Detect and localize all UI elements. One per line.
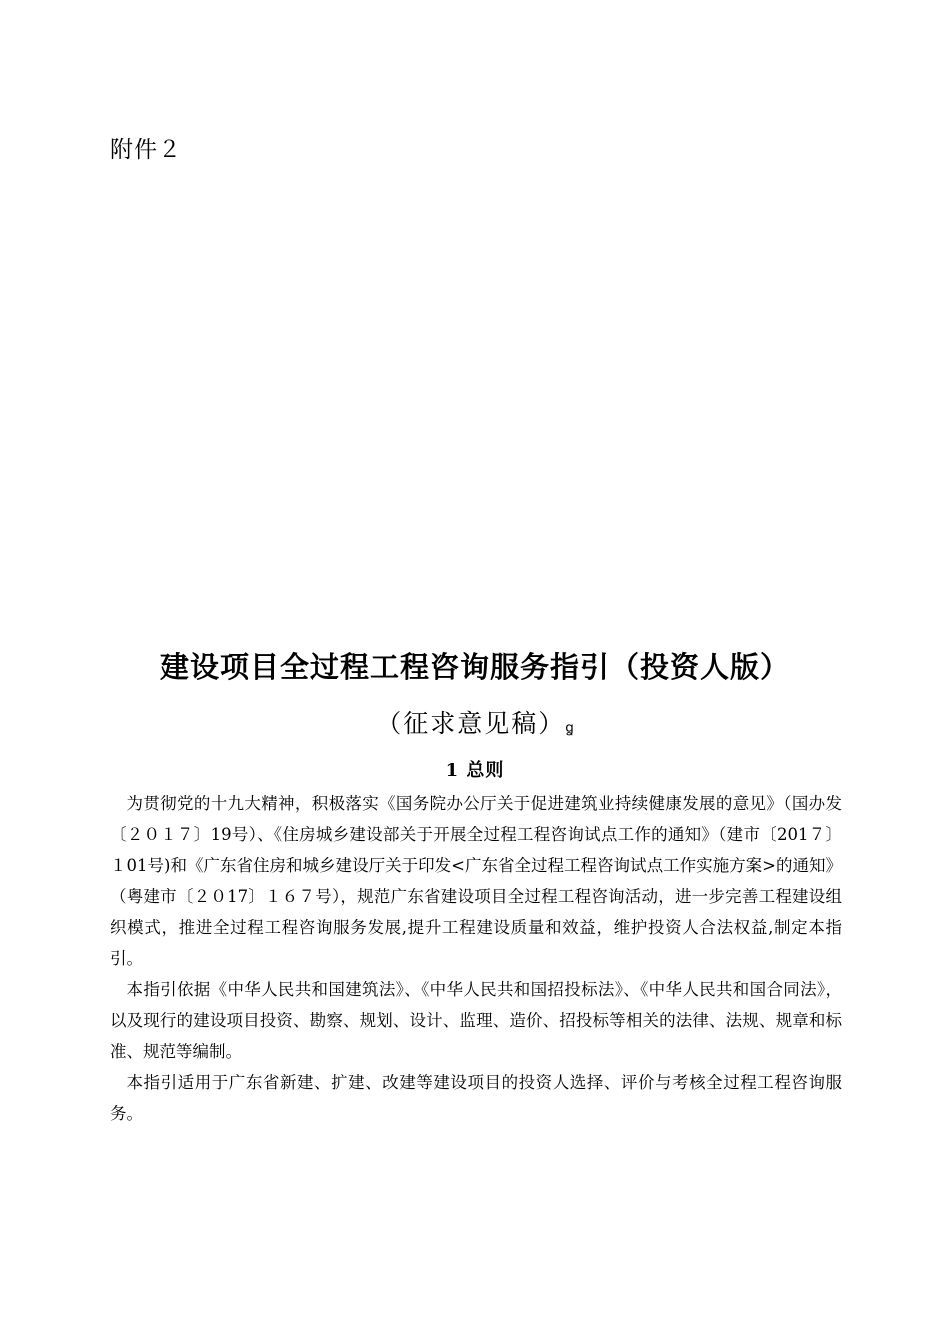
document-subtitle: （征求意见稿） [376, 709, 566, 738]
paragraph-mark: ꬶ [565, 720, 574, 736]
body-text [110, 788, 842, 1129]
paragraph-scope: 本指引适用于广东省新建、扩建、改建等建设项目的投资人选择、评价与考核全过程工程咨询服务。 [110, 1073, 842, 1123]
paragraph-purpose: 为贯彻党的十九大精神，积极落实《国务院办公厅关于促进建筑业持续健康发展的意见》（国办发〔２０１７〕19号）、《住房城乡建设部关于开展全过程工程咨询试点工作的通知》（建市〔201７〕１01号)和《广东省住房和城乡建设厅关于印发<广东省全过程工程咨询试点工作实施方案>的通知》（粤建市〔２０17〕１６７号），规范广东省建设项目全过程工程咨询活动，进一步完善工程建设组织模式，推进全过程工程咨询服务发展,提升工程建设质量和效益，维护投资人合法权益,制定本指引。 [110, 794, 842, 968]
document-subtitle-line [0, 703, 950, 749]
attachment-label: 附件２ [110, 137, 182, 163]
section-heading: 1 总则 [445, 760, 505, 781]
paragraph-basis: 本指引依据《中华人民共和国建筑法》、《中华人民共和国招投标法》、《中华人民共和国合同法》，以及现行的建设项目投资、勘察、规划、设计、监理、造价、招投标等相关的法律、法规、规章和标准、规范等编制。 [110, 980, 842, 1061]
document-title: 建设项目全过程工程咨询服务指引（投资人版） [159, 650, 790, 684]
